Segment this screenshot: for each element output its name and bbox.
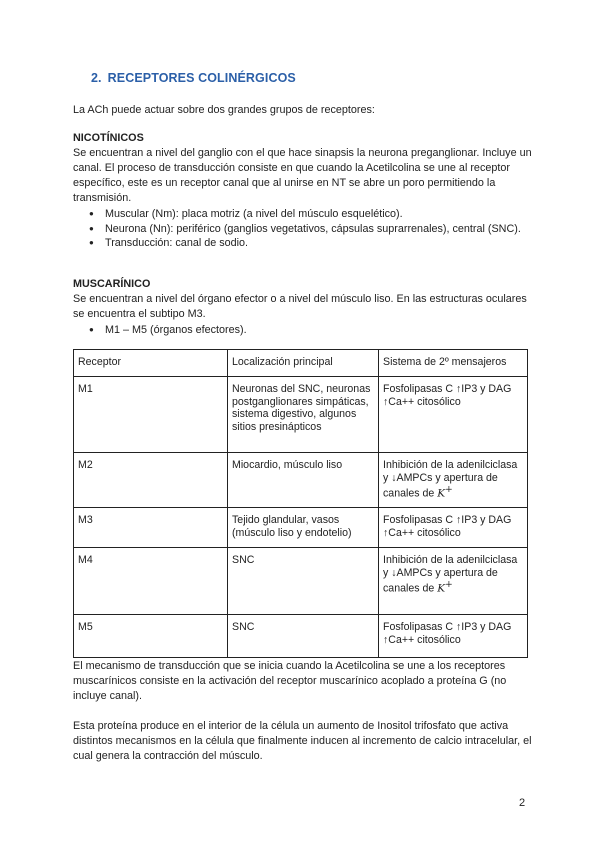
muscarinico-text: Se encuentran a nivel del órgano efector o a nivel del músculo liso. En las estructuras oculares se encuentra el subtipo M3. [73,293,527,320]
table-row [74,508,528,548]
list-item: ● Neurona (Nn): periférico (ganglios vegetativos, cápsulas suprarrenales), central (SNC). [73,222,533,237]
section-title: RECEPTORES COLINÉRGICOS [107,71,296,85]
receptor-cell: M5 [74,615,228,658]
page-number: 2 [519,797,526,809]
table-row [74,377,528,453]
table-header-row [74,350,528,377]
receptor-cell: M3 [74,508,228,548]
section-heading [91,71,296,85]
list-item: ● Transducción: canal de sodio. [73,236,533,251]
sistema-cell [379,453,528,508]
protein-paragraph: Esta proteína produce en el interior de la célula un aumento de Inositol trifosfato que activa distintos mecanismos en la célula que finalmente inducen al incremento de calcio intracelular, el cual genera la contracción del músculo. [73,720,532,762]
sistema-text: Inhibición de la adenilciclasa y ↓AMPCs y apertura de canales de [383,459,518,500]
list-item: ● M1 – M5 (órganos efectores). [73,323,533,338]
column-header-receptor: Receptor [74,350,228,377]
muscarinico-list [73,323,533,338]
sistema-cell: Fosfolipasas C ↑IP3 y DAG ↑Ca++ citosólico [379,508,528,548]
localizacion-cell: Tejido glandular, vasos (músculo liso y endotelio) [228,508,379,548]
localizacion-cell: Neuronas del SNC, neuronas postganglionares simpáticas, sistema digestivo, algunos sitios presinápticos [228,377,379,453]
ion-charge: + [445,580,453,590]
receptor-cell: M1 [74,377,228,453]
transduction-paragraph: El mecanismo de transducción que se inicia cuando la Acetilcolina se une a los receptores muscarínicos consiste en la activación del receptor muscarínico acoplado a proteína G (no incluye canal). [73,660,507,702]
ion-symbol: K [437,487,446,500]
table-row [74,615,528,658]
intro-text: La ACh puede actuar sobre dos grandes grupos de receptores: [73,104,375,116]
column-header-sistema: Sistema de 2º mensajeros [379,350,528,377]
list-item: ● Muscular (Nm): placa motriz (a nivel del músculo esquelético). [73,207,533,222]
nicotinicos-heading: NICOTÍNICOS [73,132,144,144]
receptor-cell: M4 [74,548,228,615]
localizacion-cell: SNC [228,548,379,615]
muscarinico-heading: MUSCARÍNICO [73,278,151,290]
ion-charge: + [445,485,453,495]
sistema-cell: Fosfolipasas C ↑IP3 y DAG ↑Ca++ citosólico [379,377,528,453]
receptor-cell: M2 [74,453,228,508]
sistema-text: Inhibición de la adenilciclasa y ↓AMPCs y apertura de canales de [383,554,518,595]
section-number: 2. [91,71,102,85]
column-header-localizacion: Localización principal [228,350,379,377]
receptors-table [73,349,528,658]
localizacion-cell: Miocardio, músculo liso [228,453,379,508]
nicotinicos-list [73,207,533,251]
sistema-cell: Fosfolipasas C ↑IP3 y DAG ↑Ca++ citosólico [379,615,528,658]
nicotinicos-text: Se encuentran a nivel del ganglio con el que hace sinapsis la neurona preganglionar. Incluye un canal. El proceso de transducción consiste en que cuando la Acetilcolina se une al receptor específico, este es un receptor canal que al unirse en NT se abre un poro permitiendo la transmisión. [73,147,532,204]
table-row [74,548,528,615]
localizacion-cell: SNC [228,615,379,658]
sistema-cell [379,548,528,615]
ion-symbol: K [437,582,446,595]
table-row [74,453,528,508]
